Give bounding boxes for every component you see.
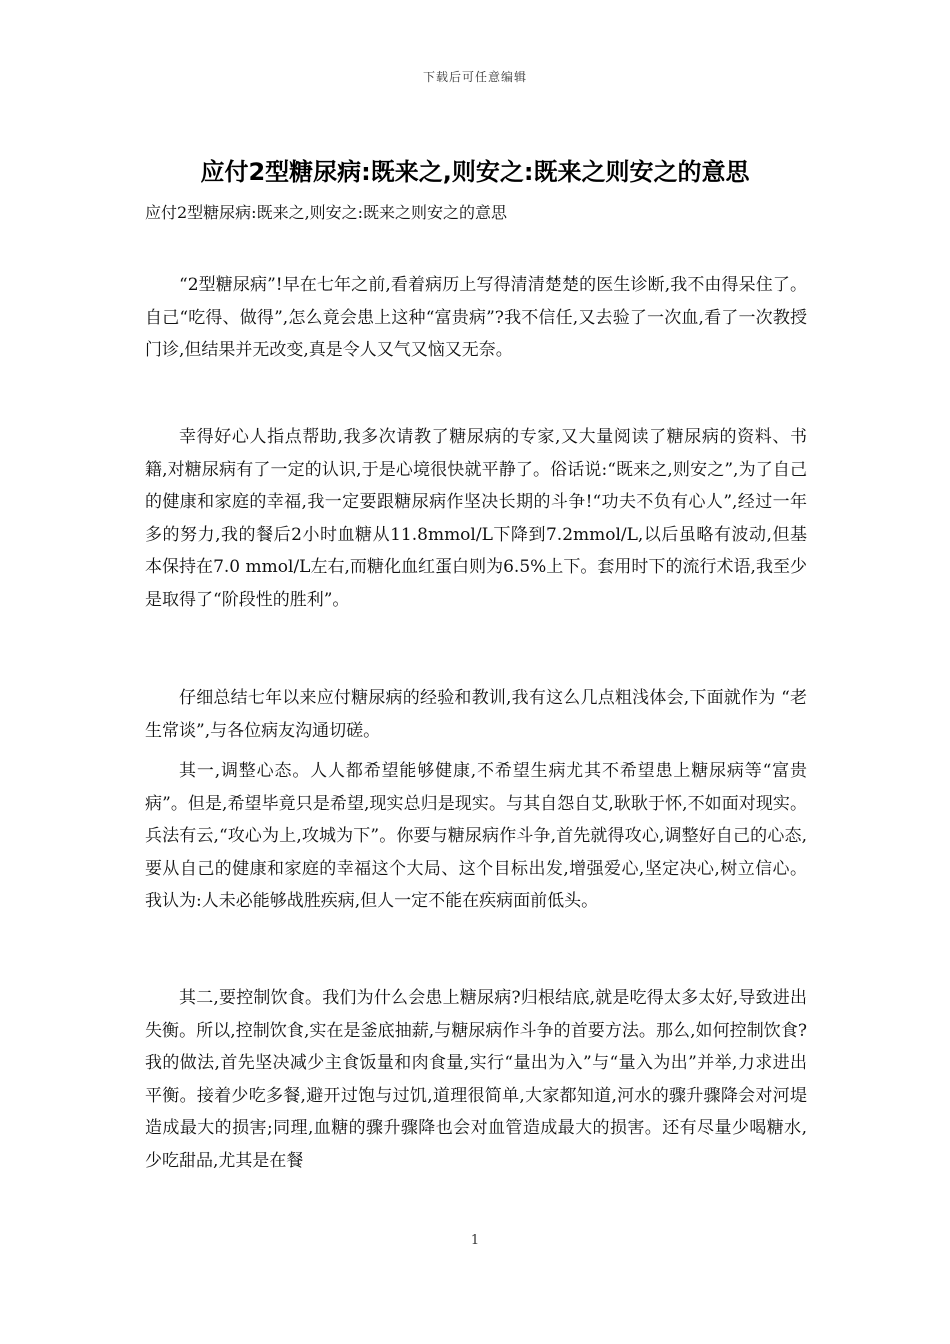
document-subtitle: 应付2型糖尿病:既来之,则安之:既来之则安之的意思 [145,203,508,222]
paragraph-1: “2型糖尿病”!早在七年之前,看着病历上写得清清楚楚的医生诊断,我不由得呆住了。自己“吃得、做得”,怎么竟会患上这种“富贵病”?我不信任,又去验了一次血,看了一次教授门诊,但结果并无改变,真是令人又气又恼又无奈。 [145,275,807,360]
paragraph-5: 其二,要控制饮食。我们为什么会患上糖尿病?归根结底,就是吃得太多太好,导致进出失衡。所以,控制饮食,实在是釜底抽薪,与糖尿病作斗争的首要方法。那么,如何控制饮食?我的做法,首先坚决减少主食饭量和肉食量,实行“量出为入”与“量入为出”并举,力求进出平衡。接着少吃多餐,避开过饱与过饥,道理很简单,大家都知道,河水的骤升骤降会对河堤造成最大的损害;同理,血糖的骤升骤降也会对血管造成最大的损害。还有尽量少喝糖水,少吃甜品,尤其是在餐 [145,988,807,1171]
paragraph-2: 幸得好心人指点帮助,我多次请教了糖尿病的专家,又大量阅读了糖尿病的资料、书籍,对糖尿病有了一定的认识,于是心境很快就平静了。俗话说:“既来之,则安之”,为了自己的健康和家庭的幸福,我一定要跟糖尿病作坚决长期的斗争!“功夫不负有心人”,经过一年多的努力,我的餐后2小时血糖从11.8mmol/L下降到7.2mmol/L,以后虽略有波动,但基本保持在7.0 mmol/L左右,而糖化血红蛋白则为6.5%上下。套用时下的流行术语,我至少是取得了“阶段性的胜利”。 [145,427,807,610]
paragraph-4: 其一,调整心态。人人都希望能够健康,不希望生病尤其不希望患上糖尿病等“富贵病”。但是,希望毕竟只是希望,现实总归是现实。与其自怨自艾,耿耿于怀,不如面对现实。兵法有云,“攻心为上,攻城为下”。你要与糖尿病作斗争,首先就得攻心,调整好自己的心态,要从自己的健康和家庭的幸福这个大局、这个目标出发,增强爱心,坚定决心,树立信心。我认为:人未必能够战胜疾病,但人一定不能在疾病面前低头。 [145,761,807,911]
document-title: 应付2型糖尿病:既来之,则安之:既来之则安之的意思 [200,158,750,186]
header-note: 下载后可任意编辑 [422,70,527,84]
paragraph-3: 仔细总结七年以来应付糖尿病的经验和教训,我有这么几点粗浅体会,下面就作为 “老生常谈”,与各位病友沟通切磋。 [145,688,807,741]
page-number: 1 [470,1233,480,1248]
